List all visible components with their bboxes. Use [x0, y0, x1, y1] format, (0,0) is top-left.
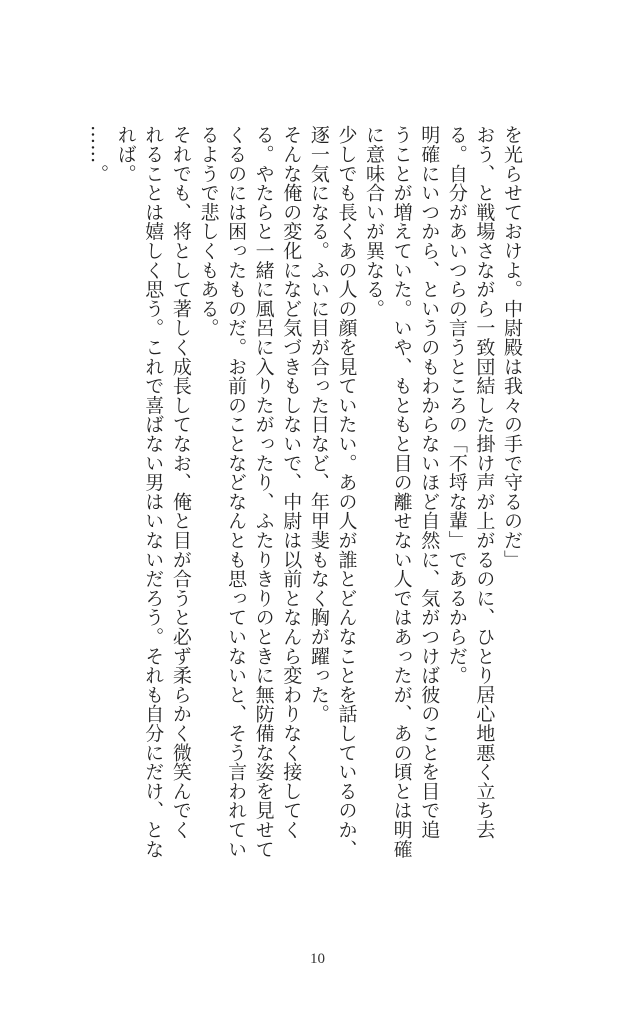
text-line: くるのには困ったものだ。お前のことなどなんとも思っていないと、そう言われてい	[225, 125, 248, 859]
text-line: れば。	[114, 125, 137, 183]
text-line: それでも、将として著しく成長してなお、俺と目が合うと必ず柔らかく微笑んでく	[169, 125, 192, 840]
text-line: おう、と戦場さながら一致団結した掛け声が上がるのに、ひとり居心地悪く立ち去	[473, 125, 496, 840]
text-line: る。やたらと一緒に風呂に入りたがったり、ふたりきりのときに無防備な姿を見せて	[252, 125, 275, 859]
text-line: るようで悲しくもある。	[197, 125, 220, 338]
text-line: に意味合いが異なる。	[363, 125, 386, 318]
text-line: を光らせておけよ。中尉殿は我々の手で守るのだ」	[501, 125, 523, 569]
text-line: 逐一気になる。ふいに目が合った日など、年甲斐もなく胸が躍った。	[307, 125, 330, 724]
text-line: 明確にいつから、というのもわからないほど自然に、気がつけば彼のことを目で追	[418, 125, 441, 840]
text-line: うことが増えていた。いや、もともと目の離せない人ではあったが、あの頃とは明確	[390, 125, 413, 859]
text-line: 少しでも長くあの人の顔を見ていたい。あの人が誰とどんなことを話しているのか、	[335, 125, 358, 859]
vertical-text-body	[87, 125, 525, 925]
page-number: 10	[310, 951, 325, 967]
text-line: ……。	[87, 125, 110, 183]
text-line: そんな俺の変化になど気づきもしないで、中尉は以前となんら変わりなく接してく	[280, 125, 303, 840]
text-line: れることは嬉しく思う。これで喜ばない男はいないだろう。それも自分にだけ、とな	[142, 125, 165, 859]
text-line: る。自分があいつらの言うところの「不埒な輩」であるからだ。	[445, 125, 468, 685]
